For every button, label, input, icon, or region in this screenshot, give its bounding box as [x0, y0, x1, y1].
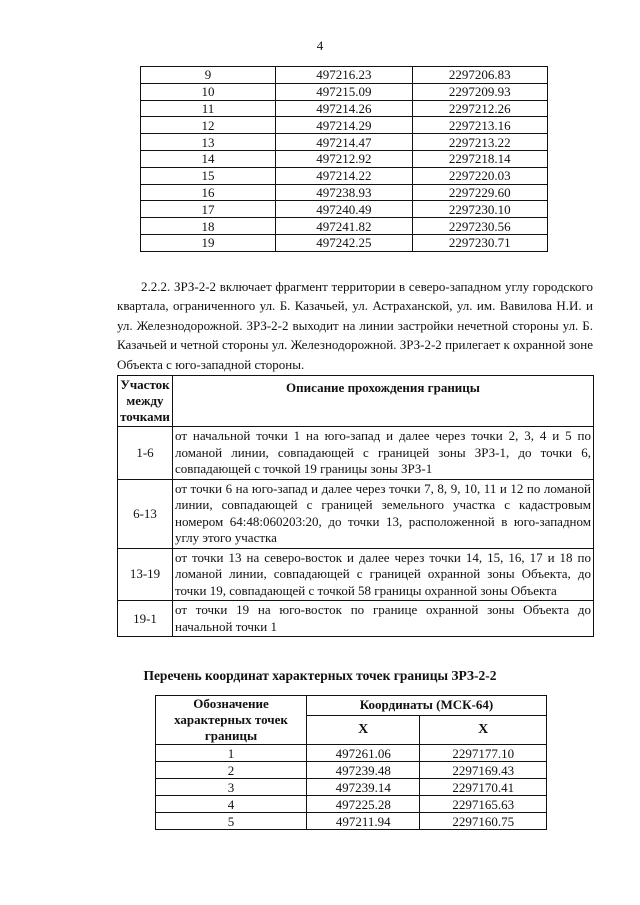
- table-row: [156, 813, 547, 830]
- point-number-cell: 12: [141, 117, 276, 134]
- x-coordinate-cell: 497214.29: [276, 117, 412, 134]
- table-row: [141, 218, 548, 235]
- zone-description-paragraph: 2.2.2. ЗРЗ-2-2 включает фрагмент территории в северо-западном углу городского квартала, ограниченного ул. Б. Казачьей, ул. Астраханской, ул. им. Вавилова Н.И. и ул. Железнодорожной. ЗРЗ-2-2 выходит на линии застройки нечетной стороны ул. Б. Казачьей и четной стороны ул. Железнодорожной. ЗРЗ-2-2 прилегает к охранной зоне Объекта с юго-западной стороны.: [117, 279, 593, 372]
- x-coordinate-cell: 497239.48: [307, 762, 420, 779]
- y-coordinate-cell: 2297160.75: [420, 813, 547, 830]
- point-number-cell: 11: [141, 100, 276, 117]
- description-cell: от точки 13 на северо-восток и далее через точки 14, 15, 16, 17 и 18 по ломаной линии, совпадающей с границей охранной зоны Объекта, до точки 19, совпадающей с точкой 58 границы охранной зоны Объекта: [173, 548, 594, 601]
- table-row: [141, 201, 548, 218]
- y-coordinate-cell: 2297230.71: [412, 234, 547, 251]
- table-row: [141, 167, 548, 184]
- table-row: [156, 745, 547, 762]
- y-coordinate-cell: 2297230.10: [412, 201, 547, 218]
- y-coordinate-cell: 2297169.43: [420, 762, 547, 779]
- segment-cell: 13-19: [118, 548, 173, 601]
- table-row: [141, 67, 548, 84]
- point-number-cell: 10: [141, 83, 276, 100]
- y-coordinate-cell: 2297212.26: [412, 100, 547, 117]
- y-coordinate-cell: 2297213.16: [412, 117, 547, 134]
- segment-cell: 1-6: [118, 427, 173, 480]
- x-coordinate-cell: 497225.28: [307, 796, 420, 813]
- point-number-cell: 14: [141, 150, 276, 167]
- table-row: [141, 100, 548, 117]
- y-coordinate-cell: 2297165.63: [420, 796, 547, 813]
- segment-cell: 19-1: [118, 601, 173, 637]
- x-coordinate-cell: 497214.47: [276, 134, 412, 151]
- y-coordinate-cell: 2297177.10: [420, 745, 547, 762]
- table-row: [118, 548, 594, 601]
- x-coordinate-cell: 497215.09: [276, 83, 412, 100]
- description-cell: от точки 6 на юго-запад и далее через точки 7, 8, 9, 10, 11 и 12 по ломаной линии, совпадающей с границей земельного участка с кадастровым номером 64:48:060203:20, до точки 13, расположенной в юго-западном углу этого участка: [173, 479, 594, 548]
- y-coordinate-cell: 2297230.56: [412, 218, 547, 235]
- point-number-cell: 16: [141, 184, 276, 201]
- table-row: [141, 150, 548, 167]
- table-row: [141, 234, 548, 251]
- point-number-cell: 19: [141, 234, 276, 251]
- point-number-cell: 4: [156, 796, 307, 813]
- segment-cell: 6-13: [118, 479, 173, 548]
- x-column-header: X: [307, 715, 420, 744]
- y-coordinate-cell: 2297229.60: [412, 184, 547, 201]
- y-coordinate-cell: 2297206.83: [412, 67, 547, 84]
- point-number-cell: 3: [156, 779, 307, 796]
- table-row: [156, 796, 547, 813]
- point-number-cell: 17: [141, 201, 276, 218]
- x-coordinate-cell: 497240.49: [276, 201, 412, 218]
- point-number-cell: 9: [141, 67, 276, 84]
- table-row: [141, 134, 548, 151]
- table-row: [141, 83, 548, 100]
- boundary-description-table: [117, 375, 594, 637]
- y-coordinate-cell: 2297170.41: [420, 779, 547, 796]
- y-coordinate-cell: 2297218.14: [412, 150, 547, 167]
- table-row: [118, 601, 594, 637]
- point-number-cell: 15: [141, 167, 276, 184]
- table-row: [118, 427, 594, 480]
- coordinates-group-header: Координаты (МСК-64): [307, 696, 547, 716]
- x-coordinate-cell: 497214.26: [276, 100, 412, 117]
- point-number-cell: 13: [141, 134, 276, 151]
- designation-column-header: Обозначение характерных точек границы: [156, 696, 307, 745]
- x-coordinate-cell: 497238.93: [276, 184, 412, 201]
- segment-column-header: Участок между точками: [118, 376, 173, 427]
- table-row: [118, 479, 594, 548]
- coordinates-table-top: [140, 66, 548, 252]
- x-coordinate-cell: 497214.22: [276, 167, 412, 184]
- description-column-header: Описание прохождения границы: [173, 376, 594, 427]
- x-coordinate-cell: 497239.14: [307, 779, 420, 796]
- x-coordinate-cell: 497212.92: [276, 150, 412, 167]
- table-row: [141, 117, 548, 134]
- x-column-header-2: X: [420, 715, 547, 744]
- x-coordinate-cell: 497216.23: [276, 67, 412, 84]
- x-coordinate-cell: 497241.82: [276, 218, 412, 235]
- description-cell: от начальной точки 1 на юго-запад и далее через точки 2, 3, 4 и 5 по ломаной линии, совпадающей с границей зоны ЗРЗ-1, до точки 6, совпадающей с точкой 19 границы зоны ЗРЗ-1: [173, 427, 594, 480]
- coordinates-table-bottom: [155, 695, 547, 830]
- coordinates-heading: Перечень координат характерных точек границы ЗРЗ-2-2: [143, 668, 497, 683]
- description-cell: от точки 19 на юго-восток по границе охранной зоны Объекта до начальной точки 1: [173, 601, 594, 637]
- point-number-cell: 18: [141, 218, 276, 235]
- table-row: [156, 762, 547, 779]
- x-coordinate-cell: 497211.94: [307, 813, 420, 830]
- x-coordinate-cell: 497261.06: [307, 745, 420, 762]
- table-row: [141, 184, 548, 201]
- y-coordinate-cell: 2297220.03: [412, 167, 547, 184]
- page-number: 4: [316, 38, 324, 53]
- y-coordinate-cell: 2297209.93: [412, 83, 547, 100]
- x-coordinate-cell: 497242.25: [276, 234, 412, 251]
- point-number-cell: 2: [156, 762, 307, 779]
- table-row: [156, 779, 547, 796]
- y-coordinate-cell: 2297213.22: [412, 134, 547, 151]
- point-number-cell: 5: [156, 813, 307, 830]
- point-number-cell: 1: [156, 745, 307, 762]
